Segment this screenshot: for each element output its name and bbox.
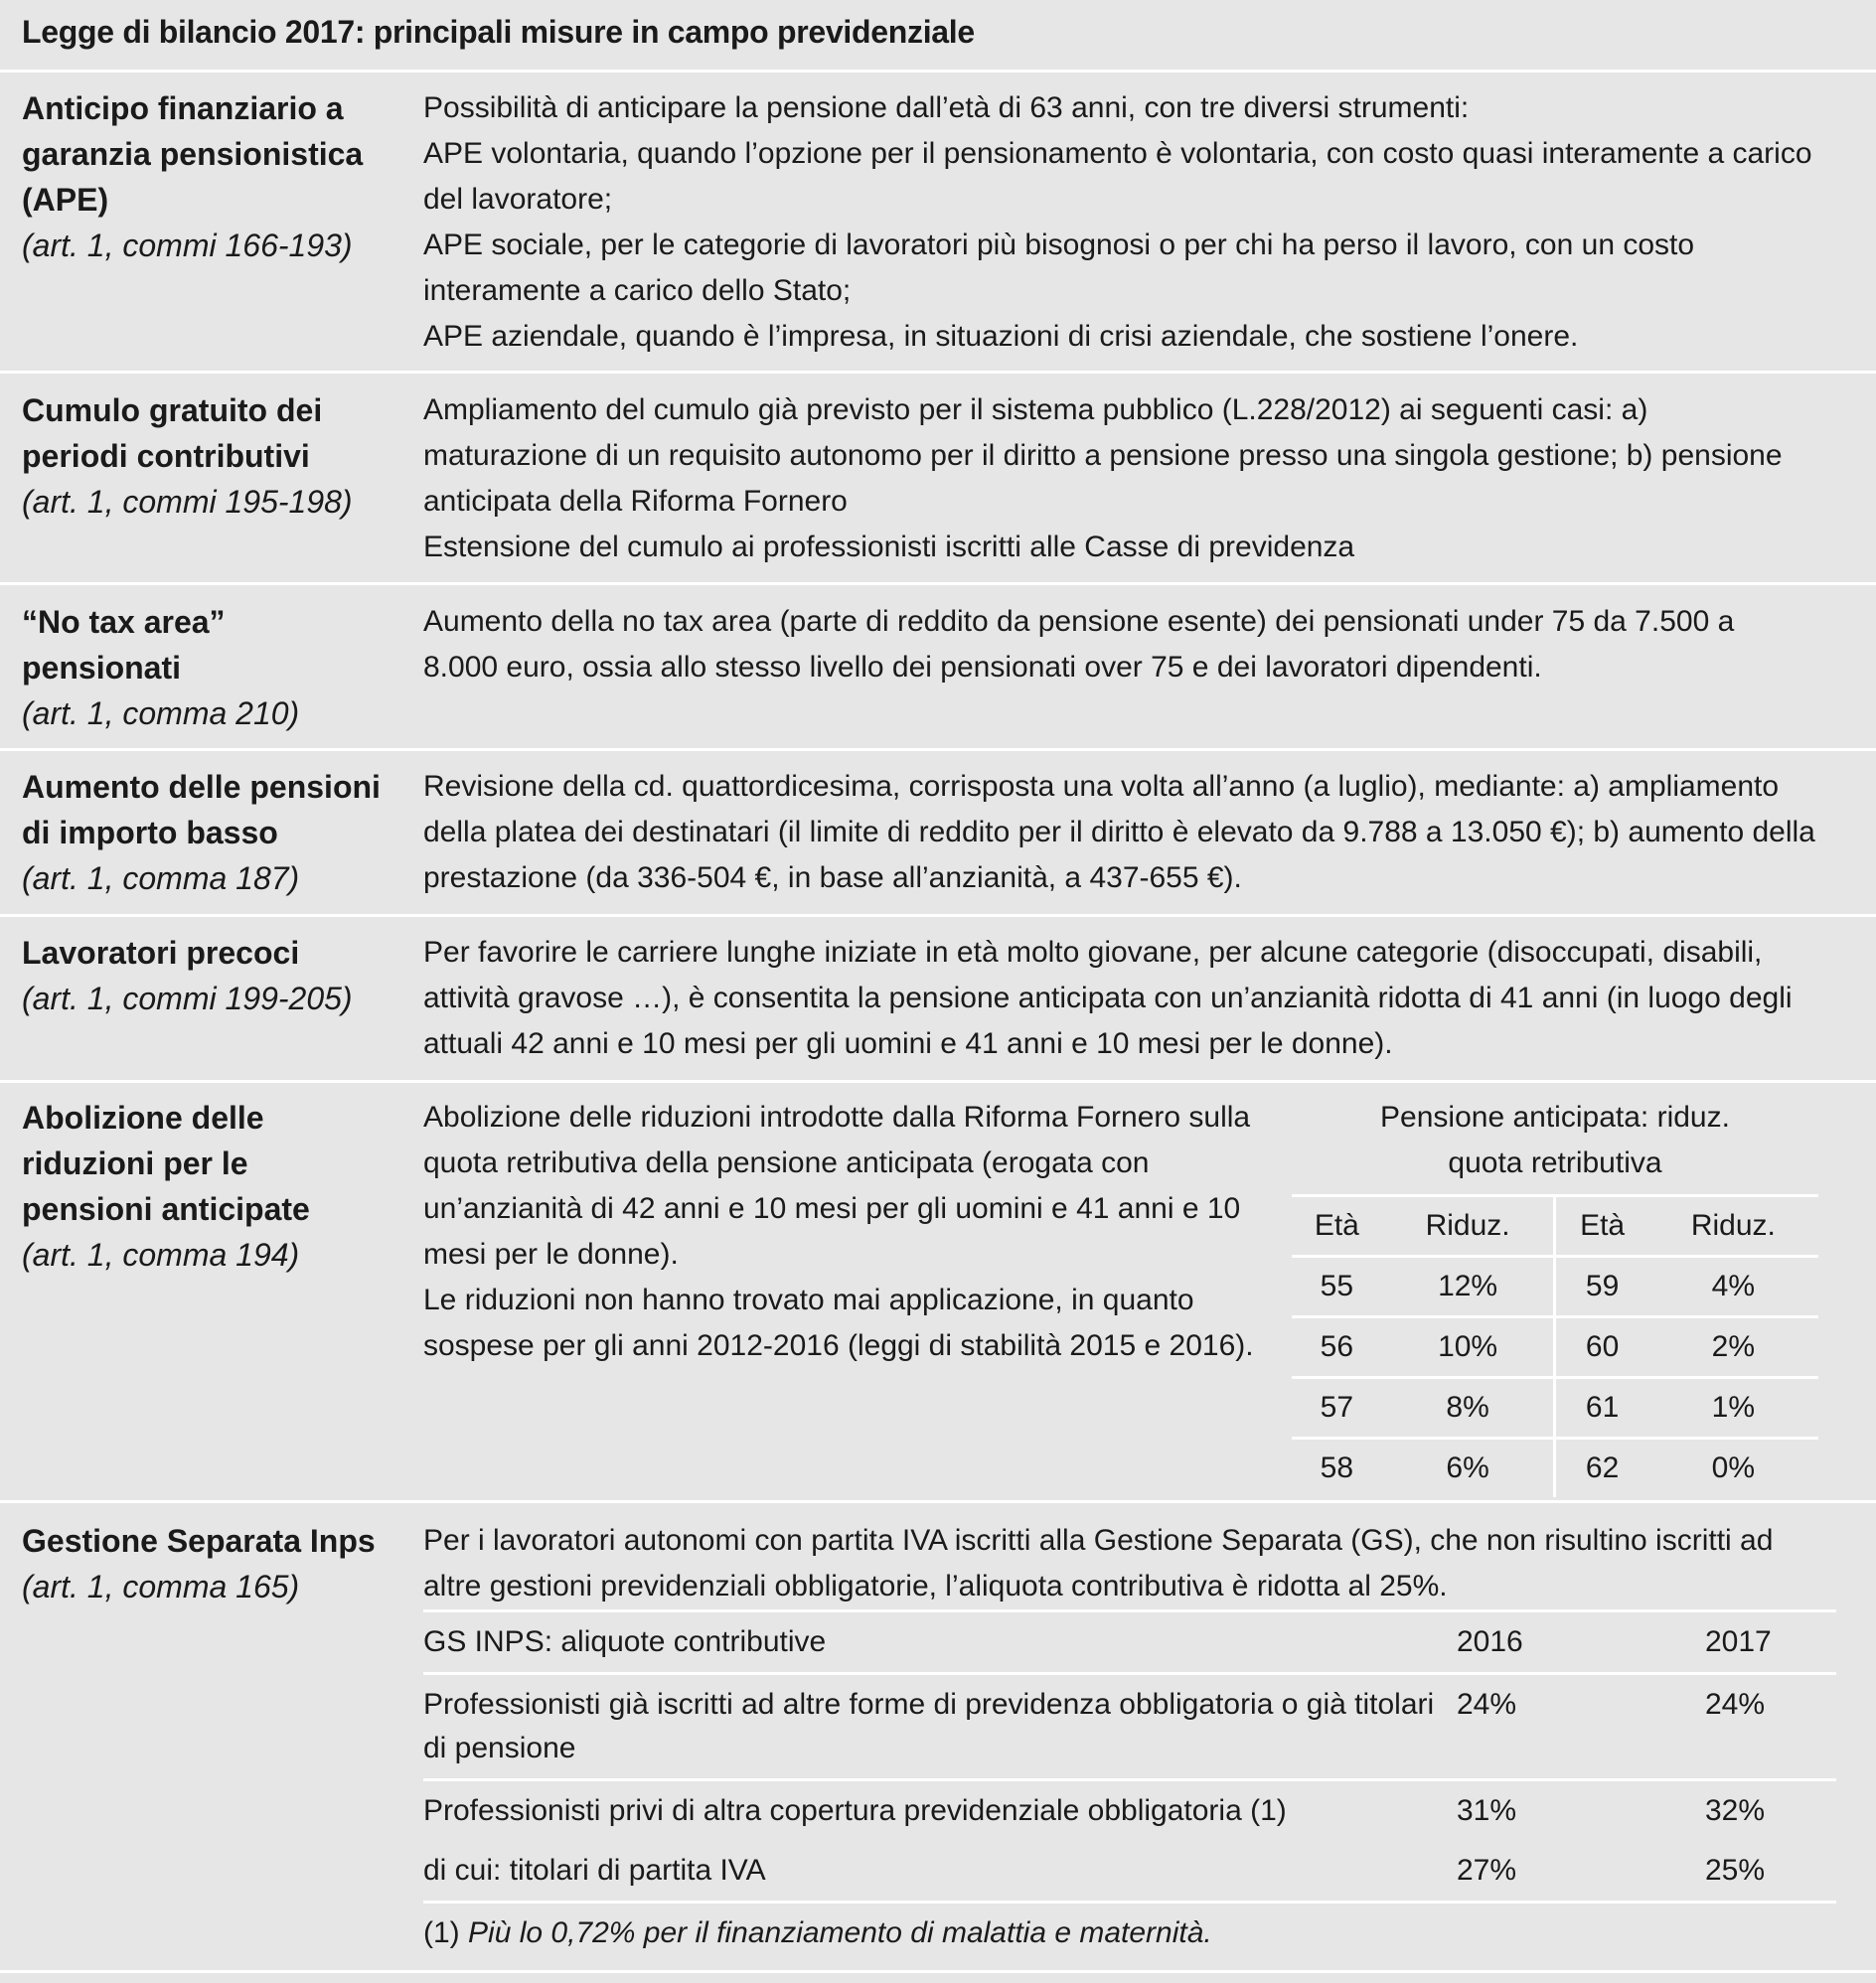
divider <box>0 1080 1876 1083</box>
table-cell: 31% <box>1457 1780 1705 1842</box>
table-row <box>1292 1257 1818 1317</box>
measure-ref: (art. 1, commi 166-193) <box>22 228 353 263</box>
description-line: APE aziendale, quando è l’impresa, in situazioni di crisi aziendale, che sostiene l’onere. <box>423 320 1579 353</box>
measure-name: Anticipo finanziario a garanzia pensionistica (APE) <box>22 90 364 218</box>
footnote-marker: (1) <box>423 1916 460 1949</box>
table-cell: 62 <box>1555 1439 1648 1498</box>
page-title: Legge di bilancio 2017: principali misure in campo previdenziale <box>22 14 975 50</box>
footnote-text: Più lo 0,72% per il finanziamento di malattia e maternità. <box>468 1916 1212 1949</box>
measure-name: “No tax area” pensionati <box>22 604 226 686</box>
measure-name: Lavoratori precoci <box>22 935 300 971</box>
gs-rates-table <box>423 1609 1836 1963</box>
measure-ref: (art. 1, comma 210) <box>22 695 300 731</box>
table-cell: 10% <box>1382 1317 1555 1378</box>
description-line: Abolizione delle riduzioni introdotte dalla Riforma Fornero sulla quota retributiva della pensione anticipata (erogata con un’anzianità di 42 anni e 10 mesi per gli uomini e 41 anni e 10 mesi per le donne). <box>423 1101 1251 1271</box>
description-line: Possibilità di anticipare la pensione dall’età di 63 anni, con tre diversi strumenti: <box>423 91 1470 124</box>
divider <box>0 371 1876 374</box>
table-cell: 60 <box>1555 1317 1648 1378</box>
table-cell: 24% <box>1705 1674 1836 1780</box>
table-cell: 27% <box>1457 1854 1517 1887</box>
measure-label <box>22 1518 399 1609</box>
table-cell: 12% <box>1382 1257 1555 1317</box>
column-header: 2017 <box>1705 1611 1836 1674</box>
measure-label <box>22 1095 320 1278</box>
divider <box>0 582 1876 585</box>
description-line: Le riduzioni non hanno trovato mai applicazione, in quanto sospese per gli anni 2012-2016 (leggi di stabilità 2015 e 2016). <box>423 1284 1254 1362</box>
table-row <box>1292 1317 1818 1378</box>
table-cell: 56 <box>1292 1317 1382 1378</box>
measure-description <box>423 1518 1816 1609</box>
table-row <box>423 1841 1836 1903</box>
description-line: Per i lavoratori autonomi con partita IVA iscritti alla Gestione Separata (GS), che non risultino iscritti ad altre gestioni previdenziali obbligatorie, l’aliquota contributiva è ridotta al 25%. <box>423 1524 1774 1602</box>
table-row <box>423 1780 1836 1842</box>
measure-name: Aumento delle pensioni di importo basso <box>22 769 381 850</box>
table-row <box>1292 1378 1818 1439</box>
measure-ref: (art. 1, comma 165) <box>22 1569 300 1604</box>
description-line: Aumento della no tax area (parte di reddito da pensione esente) dei pensionati under 75 da 7.500 a 8.000 euro, ossia allo stesso livello dei pensionati over 75 e dei lavoratori dipendenti. <box>423 605 1735 684</box>
table-cell: Professionisti privi di altra copertura previdenziale obbligatoria (1) <box>423 1780 1457 1842</box>
table-cell: 8% <box>1382 1378 1555 1439</box>
table-cell: 32% <box>1705 1780 1836 1842</box>
divider <box>0 70 1876 73</box>
measure-description <box>423 1095 1268 1369</box>
table-cell: 59 <box>1555 1257 1648 1317</box>
table-cell: 58 <box>1292 1439 1382 1498</box>
table-header-row <box>423 1611 1836 1674</box>
measure-name: Gestione Separata Inps <box>22 1523 376 1559</box>
measure-ref: (art. 1, comma 187) <box>22 860 300 896</box>
footnote <box>423 1903 1836 1964</box>
measure-ref: (art. 1, commi 195-198) <box>22 484 353 520</box>
description-line: Revisione della cd. quattordicesima, corrisposta una volta all’anno (a luglio), mediante: a) ampliamento della platea dei destinatari (il limite di reddito per il diritto è elevato da 9.788 a 13.050 €); b) aumento della prestazione (da 336-504 €, in base all’anzianità, a 437-655 €). <box>423 770 1815 894</box>
description-line: APE sociale, per le categorie di lavoratori più bisognosi o per chi ha perso il lavoro, con un costo interamente a carico dello Stato; <box>423 229 1695 307</box>
table-cell: di cui: titolari di partita IVA <box>423 1854 766 1887</box>
measure-description <box>423 930 1816 1067</box>
table-header-row <box>1292 1196 1818 1257</box>
divider <box>0 1970 1876 1973</box>
table-cell: Professionisti già iscritti ad altre forme di previdenza obbligatoria o già titolari di pensione <box>423 1674 1457 1780</box>
divider <box>0 914 1876 917</box>
measure-name: Cumulo gratuito dei periodi contributivi <box>22 392 323 474</box>
column-header: 2016 <box>1457 1611 1705 1674</box>
table-cell: 4% <box>1648 1257 1818 1317</box>
measure-description <box>423 764 1816 901</box>
description-line: Per favorire le carriere lunghe iniziate in età molto giovane, per alcune categorie (disoccupati, disabili, attività gravose …), è consentita la pensione anticipata con un’anzianità ridotta di 41 anni (in luogo degli attuali 42 anni e 10 mesi per gli uomini e 41 anni e 10 mesi per le donne). <box>423 936 1793 1060</box>
reduction-table-grid <box>1292 1194 1818 1497</box>
reduction-table <box>1292 1095 1818 1497</box>
description-line: Ampliamento del cumulo già previsto per il sistema pubblico (L.228/2012) ai seguenti casi: a) maturazione di un requisito autonomo per il diritto a pensione presso una singola gestione; b) pensione anticipata della Riforma Fornero <box>423 393 1783 518</box>
table-cell: 1% <box>1648 1378 1818 1439</box>
column-header: Riduz. <box>1382 1196 1555 1257</box>
measure-label <box>22 387 399 525</box>
table-cell: 2% <box>1648 1317 1818 1378</box>
measure-label <box>22 85 399 268</box>
description-line: APE volontaria, quando l’opzione per il pensionamento è volontaria, con costo quasi interamente a carico del lavoratore; <box>423 137 1812 216</box>
divider <box>0 1500 1876 1503</box>
column-header: Età <box>1555 1196 1648 1257</box>
measure-ref: (art. 1, comma 194) <box>22 1237 300 1273</box>
description-line: Estensione del cumulo ai professionisti iscritti alle Casse di previdenza <box>423 531 1355 563</box>
measure-ref: (art. 1, commi 199-205) <box>22 981 353 1016</box>
table-row <box>1292 1439 1818 1498</box>
measure-description <box>423 599 1816 690</box>
column-header: Riduz. <box>1648 1196 1818 1257</box>
table-cell: 6% <box>1382 1439 1555 1498</box>
measure-description <box>423 85 1816 360</box>
reduction-table-caption: Pensione anticipata: riduz. quota retributiva <box>1380 1101 1730 1179</box>
divider <box>0 748 1876 751</box>
table-row <box>423 1674 1836 1780</box>
measure-label <box>22 930 399 1021</box>
measure-name: Abolizione delle riduzioni per le pensioni anticipate <box>22 1100 310 1227</box>
table-cell: 25% <box>1705 1854 1766 1887</box>
table-cell: 24% <box>1457 1674 1705 1780</box>
column-header: GS INPS: aliquote contributive <box>423 1611 1457 1674</box>
table-footnote-row <box>423 1903 1836 1964</box>
table-cell: 0% <box>1648 1439 1818 1498</box>
table-cell: 55 <box>1292 1257 1382 1317</box>
column-header: Età <box>1292 1196 1382 1257</box>
table-cell: 57 <box>1292 1378 1382 1439</box>
measure-description <box>423 387 1816 570</box>
measure-label <box>22 764 399 901</box>
measure-label <box>22 599 399 736</box>
table-cell: 61 <box>1555 1378 1648 1439</box>
